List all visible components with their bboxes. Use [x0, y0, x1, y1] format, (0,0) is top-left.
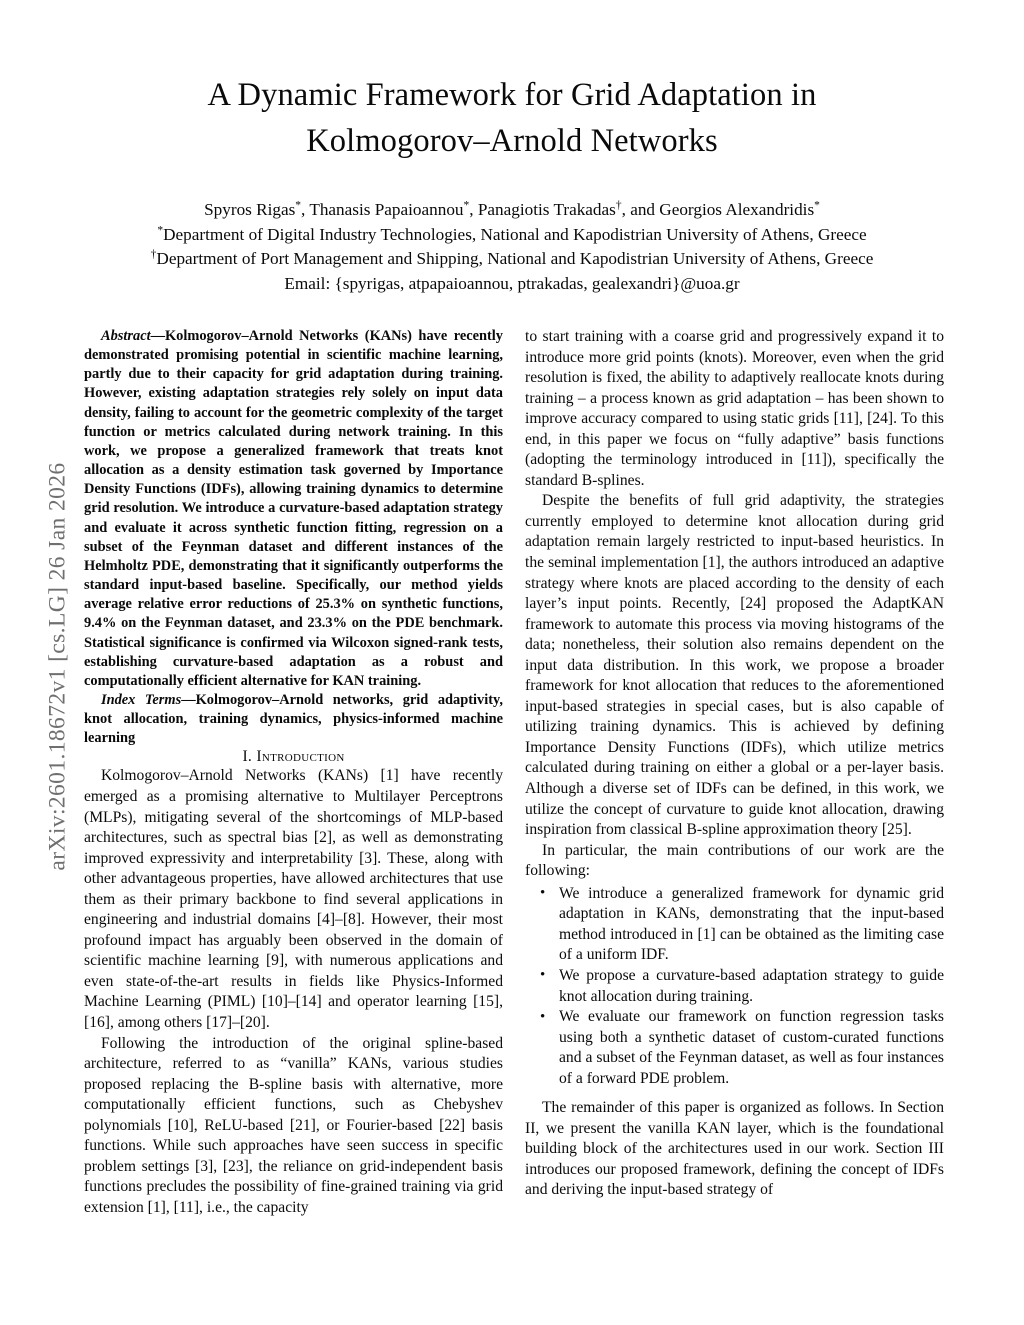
- list-item: [540, 884, 944, 966]
- author-email: Email: {spyrigas, atpapaioannou, ptrakadas, gealexandri}@uoa.gr: [284, 273, 740, 293]
- affiliation-mark-star: *: [157, 223, 164, 236]
- abstract-dash: —: [150, 328, 165, 344]
- bullet-icon: •: [540, 1008, 546, 1025]
- affiliation-line-2: [78, 247, 946, 272]
- affiliation-1-text: Department of Digital Industry Technologies, National and Kapodistrian University of Athens, Greece: [163, 224, 867, 244]
- page-title-line-2: Kolmogorov–Arnold Networks: [306, 123, 718, 159]
- page-title: [78, 72, 946, 164]
- intro-paragraph-2: Following the introduction of the original spline-based architecture, referred to as “vanilla” KANs, various studies proposed replacing the B-spline basis with alternative, more computationally efficient functions, such as Chebyshev polynomials [10], ReLU-based [21], or Fourier-based [22] basis functions. While such approaches have seen success in specific problem settings [3], [23], the reliance on grid-independent basis functions precludes the possibility of fine-grained training via grid extension [1], [11], i.e., the capacity: [84, 1034, 503, 1216]
- author-block: [78, 198, 946, 296]
- index-terms-dash: —: [181, 691, 196, 708]
- intro-paragraph-1: Kolmogorov–Arnold Networks (KANs) [1] have recently emerged as a promising alternative to Multilayer Perceptrons (MLPs), mitigating several of the shortcomings of MLP-based architectures, such as spectral bias [2], as well as demonstrating improved expressivity and interpretability [3]. These, along with other advantageous properties, have allowed architectures that use them as their primary backbone to find several applications in engineering and industrial domains [4]–[8]. However, their most profound impact has arguably been observed in the domain of scientific machine learning [9], with numerous applications and even state-of-the-art results in fields like Physics-Informed Machine Learning (PIML) [10]–[14] and operator learning [15], [16], among others [17]–[20].: [84, 767, 503, 1031]
- list-item-text: We evaluate our framework on function regression tasks using both a synthetic dataset of custom-curated functions and a subset of the Feynman dataset, as well as four instances of a forward PDE problem.: [559, 1008, 944, 1087]
- list-item: [540, 966, 944, 1007]
- index-terms-text: Kolmogorov–Arnold networks, grid adaptivity, knot allocation, training dynamics, physics-informed machine learning: [84, 691, 503, 747]
- bullet-icon: •: [540, 967, 546, 984]
- affiliation-2-text: Department of Port Management and Shipping, National and Kapodistrian University of Athens, Greece: [156, 249, 874, 269]
- left-column: [84, 327, 503, 1257]
- abstract-text: Kolmogorov–Arnold Networks (KANs) have recently demonstrated promising potential in scientific machine learning, partly due to their capacity for grid adaptation during training. However, existing adaptation strategies rely solely on input data density, failing to account for the geometric complexity of the target function or metrics calculated during network training. In this work, we propose a generalized framework that treats knot allocation as a density estimation task governed by Importance Density Functions (IDFs), allowing training dynamics to determine grid resolution. We introduce a curvature-based adaptation strategy and evaluate it across synthetic function fitting, regression on a subset of the Feynman dataset and different instances of the Helmholtz PDE, demonstrating that it significantly outperforms the standard input-based baseline. Specifically, our method yields average relative error reductions of 25.3% on synthetic functions, 9.4% on the Feynman dataset, and 23.3% on the PDE benchmark. Statistical significance is confirmed via Wilcoxon signed-rank tests, establishing curvature-based adaptation as a robust and computationally efficient alternative for KAN training.: [84, 328, 503, 689]
- right-paragraph-2: Despite the benefits of full grid adaptivity, the strategies currently employed to determine knot allocation during grid adaptation remain largely restricted to input-based heuristics. In the seminal implementation [1], the authors introduced an adaptive strategy where knots are placed according to the density of each layer’s input points. Recently, [24] proposed the AdaptKAN framework to automate this process via moving histograms of the data; nonetheless, their solution also remains dependent on the input data distribution. In this work, we propose a broader framework for knot allocation that reduces to the aforementioned input-based strategies in special cases, but is also capable of utilizing training dynamics. This is achieved by defining Importance Density Functions (IDFs), which utilize metrics calculated during training on either a global or a per-layer basis. Although a diverse set of IDFs can be defined, in this work, we utilize the concept of curvature to guide knot allocation, drawing inspiration from classical B-spline approximation theory [25].: [525, 492, 944, 839]
- arxiv-identifier-stamp: arXiv:2601.18672v1 [cs.LG] 26 Jan 2026: [44, 462, 71, 871]
- affiliation-mark-star: *: [295, 199, 302, 212]
- affiliation-mark-star: *: [463, 199, 470, 212]
- affiliation-line-1: [78, 223, 946, 248]
- two-column-body: [84, 327, 944, 1257]
- title-block: [78, 72, 946, 164]
- affiliation-mark-star: *: [814, 199, 820, 212]
- right-paragraph-4: The remainder of this paper is organized as follows. In Section II, we present the vanilla KAN layer, which is the foundational building block of the architectures used in our work. Section III introduces our proposed framework, defining the concept of IDFs and deriving the input-based strategy of: [525, 1099, 944, 1199]
- abstract-label: Abstract: [101, 328, 151, 344]
- contributions-list: [525, 884, 944, 1089]
- list-spacer-bottom: [525, 1089, 944, 1098]
- list-item-text: We introduce a generalized framework for dynamic grid adaptation in KANs, demonstrating that the input-based method introduced in [1] can be obtained as the limiting case of a uniform IDF.: [559, 884, 944, 964]
- bullet-icon: •: [540, 885, 546, 902]
- page-title-line-1: A Dynamic Framework for Grid Adaptation in: [207, 77, 817, 113]
- right-column: [525, 327, 944, 1257]
- right-paragraph-1: to start training with a coarse grid and progressively expand it to introduce more grid points (knots). Moreover, even when the grid resolution is fixed, the ability to adaptively reallocate knots during training – a process known as grid adaptation – has been shown to improve accuracy compared to using static grids [11], [24]. To this end, in this paper we focus on “fully adaptive” basis functions (adopting the terminology introduced in [11]), specifically the standard B-splines.: [525, 328, 944, 489]
- section-heading-introduction: I. Introduction: [242, 748, 345, 766]
- affiliation-mark-dagger: †: [615, 199, 622, 212]
- abstract-paragraph: [84, 327, 503, 691]
- list-item-text: We propose a curvature-based adaptation strategy to guide knot allocation during training.: [559, 966, 944, 1005]
- index-terms-paragraph: [84, 691, 503, 748]
- author-names: Spyros Rigas*, Thanasis Papaioannou*, Panagiotis Trakadas†, and Georgios Alexandridis*: [204, 199, 820, 219]
- right-paragraph-3: In particular, the main contributions of our work are the following:: [525, 841, 944, 880]
- index-terms-label: Index Terms: [101, 691, 182, 708]
- list-item: [540, 1007, 944, 1089]
- affiliation-mark-dagger: †: [150, 248, 157, 261]
